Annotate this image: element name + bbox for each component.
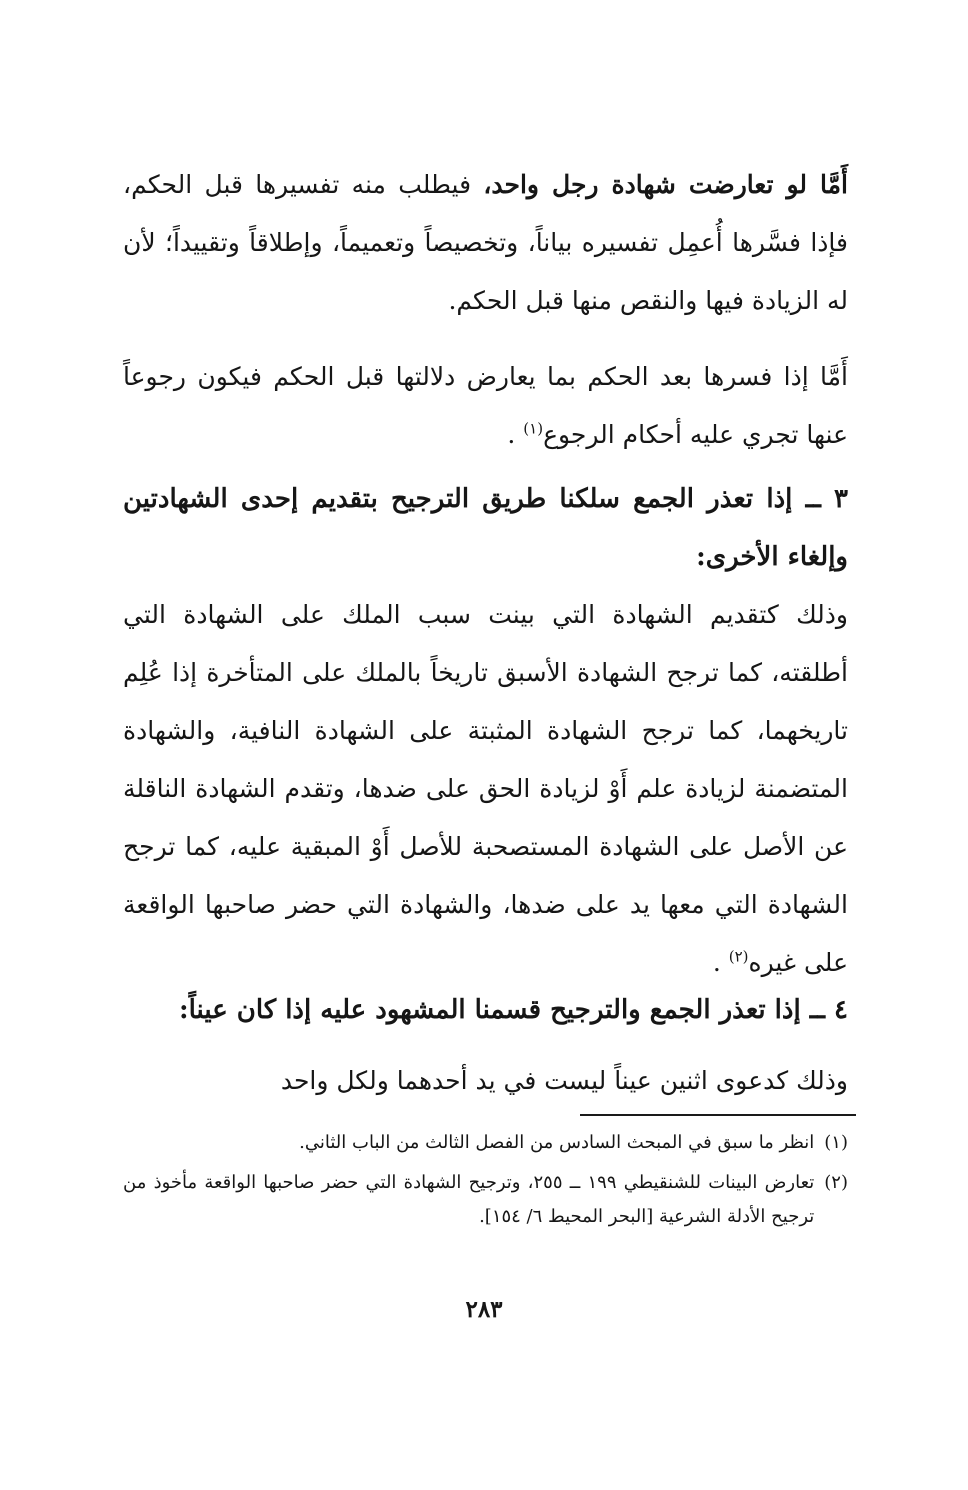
page-number: ٢٨٣ xyxy=(465,1296,503,1323)
footnote-item xyxy=(123,1166,848,1234)
paragraph-body-text: أَمَّا إذا فسرها بعد الحكم بما يعارض دلالتها قبل الحكم فيكون رجوعاً عنها تجري عليه أحكام الرجوع xyxy=(123,362,848,449)
section-heading-3: ٣ ــ إذا تعذر الجمع سلكنا طريق الترجيح بتقديم إحدى الشهادتين وإلغاء الأخرى: xyxy=(123,484,848,572)
footnote-number: (١) xyxy=(824,1132,848,1153)
footnote-separator-line xyxy=(580,1114,856,1116)
paragraph-division-example xyxy=(123,1052,848,1110)
paragraph-body-text: فيطلب منه تفسيرها قبل الحكم، فإذا فسَّرها أُعمِل تفسيره بياناً، وتخصيصاً وتعميماً، وإطلاقاً وتقييداً؛ لأن له الزيادة فيها والنقص منها قبل الحكم. xyxy=(123,170,848,315)
paragraph-single-witness xyxy=(123,156,848,330)
paragraph-after-judgment xyxy=(123,348,848,464)
paragraph-body-text: وذلك كدعوى اثنين عيناً ليست في يد أحدهما ولكل واحد xyxy=(280,1066,848,1095)
paragraph-body-text: وذلك كتقديم الشهادة التي بينت سبب الملك على الشهادة التي أطلقته، كما ترجح الشهادة الأسبق تاريخاً بالملك على المتأخرة إذا عُلِم تاريخهما، كما ترجح الشهادة المثبتة على الشهادة النافية، والشهادة المتضمنة لزيادة علم أَوْ لزيادة الحق على ضدها، وتقدم الشهادة الناقلة عن الأصل على الشهادة المستصحبة للأصل أَوْ المبقية عليه، كما ترجح الشهادة التي معها يد على ضدها، والشهادة التي حضر صاحبها الواقعة على غيره xyxy=(123,600,848,977)
footnote-number: (٢) xyxy=(824,1172,848,1193)
paragraph-lead-text: أَمَّا لو تعارضت شهادة رجل واحد، xyxy=(483,170,848,199)
footnote-text: تعارض البينات للشنقيطي ١٩٩ ــ ٢٥٥، وترجيح الشهادة التي حضر صاحبها الواقعة مأخوذ من ترجيح الأدلة الشرعية [البحر المحيط ٦/ ١٥٤]. xyxy=(123,1172,815,1227)
footnotes-section xyxy=(123,1126,848,1240)
paragraph-end-punctuation: . xyxy=(507,420,524,449)
footnote-reference-2[interactable]: (٢) xyxy=(728,947,749,966)
footnote-reference-1[interactable]: (١) xyxy=(523,419,544,438)
paragraph-preference-examples xyxy=(123,586,848,992)
footnote-text: انظر ما سبق في المبحث السادس من الفصل الثالث من الباب الثاني. xyxy=(299,1132,815,1153)
paragraph-end-punctuation: . xyxy=(712,948,729,977)
section-heading-4: ٤ ــ إذا تعذر الجمع والترجيح قسمنا المشهود عليه إذا كان عيناً: xyxy=(178,995,848,1025)
footnote-item xyxy=(123,1126,848,1160)
